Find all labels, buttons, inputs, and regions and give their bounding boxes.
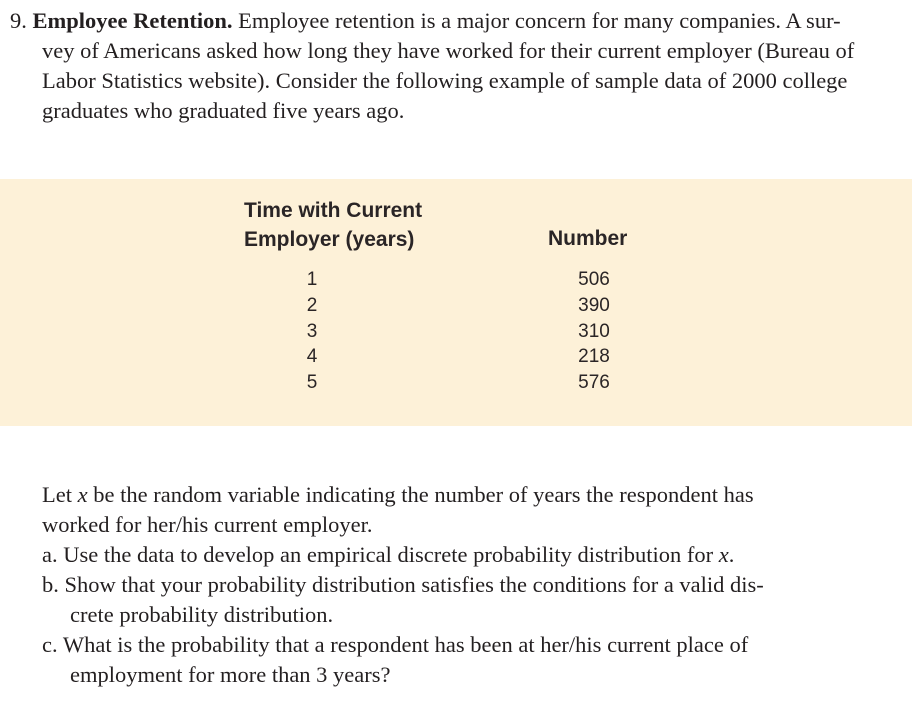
problem-text-line: Employee retention is a major concern for many companies. A sur- bbox=[238, 8, 841, 33]
question-b-text: Show that your probability distribution satisfies the conditions for a valid dis- bbox=[64, 572, 764, 597]
question-c-text: What is the probability that a respondent has been at her/his current place of bbox=[62, 632, 749, 657]
question-intro-line1 bbox=[42, 480, 902, 510]
table-cell-number: 576 bbox=[578, 372, 610, 393]
table-cell-years: 2 bbox=[306, 295, 318, 316]
column-header-number: Number bbox=[548, 227, 628, 250]
question-intro-text: Let bbox=[42, 482, 78, 507]
table-cell-years: 4 bbox=[306, 346, 318, 367]
question-a-label: a. bbox=[42, 542, 58, 567]
table-cell-number: 310 bbox=[578, 321, 610, 342]
question-a-text: . bbox=[728, 542, 735, 567]
questions bbox=[42, 480, 902, 690]
problem-statement bbox=[10, 6, 910, 126]
problem-title: Employee Retention. bbox=[32, 8, 233, 33]
question-b-label: b. bbox=[42, 572, 59, 597]
variable-x: x bbox=[77, 482, 88, 507]
question-c bbox=[42, 630, 902, 660]
table-cell-number: 218 bbox=[578, 346, 610, 367]
column-header-time-line2: Employer (years) bbox=[244, 228, 415, 251]
problem-number: 9. bbox=[10, 8, 27, 33]
table-cell-number: 390 bbox=[578, 295, 610, 316]
variable-x: x bbox=[718, 542, 729, 567]
question-intro-line2: worked for her/his current employer. bbox=[42, 512, 373, 537]
problem-text-line: Labor Statistics website). Consider the following example of sample data of 2000 college bbox=[42, 68, 848, 93]
question-c-label: c. bbox=[42, 632, 58, 657]
problem-text-line: graduates who graduated five years ago. bbox=[42, 98, 405, 123]
problem-first-line bbox=[10, 6, 910, 36]
question-b-continuation: crete probability distribution. bbox=[70, 602, 334, 627]
column-header-time-line1: Time with Current bbox=[244, 199, 423, 222]
question-intro-text: be the random variable indicating the number of years the respondent has bbox=[87, 482, 754, 507]
question-b bbox=[42, 570, 902, 600]
table-cell-number: 506 bbox=[578, 269, 610, 290]
table-cell-years: 5 bbox=[306, 372, 318, 393]
question-c-continuation: employment for more than 3 years? bbox=[70, 662, 391, 687]
question-a-text: Use the data to develop an empirical discrete probability distribution for bbox=[63, 542, 719, 567]
question-a bbox=[42, 540, 902, 570]
problem-text-line: vey of Americans asked how long they have worked for their current employer (Bureau of bbox=[42, 38, 855, 63]
table-cell-years: 1 bbox=[306, 269, 318, 290]
table-cell-years: 3 bbox=[306, 321, 318, 342]
data-table bbox=[0, 179, 912, 426]
column-header-time bbox=[244, 196, 422, 254]
